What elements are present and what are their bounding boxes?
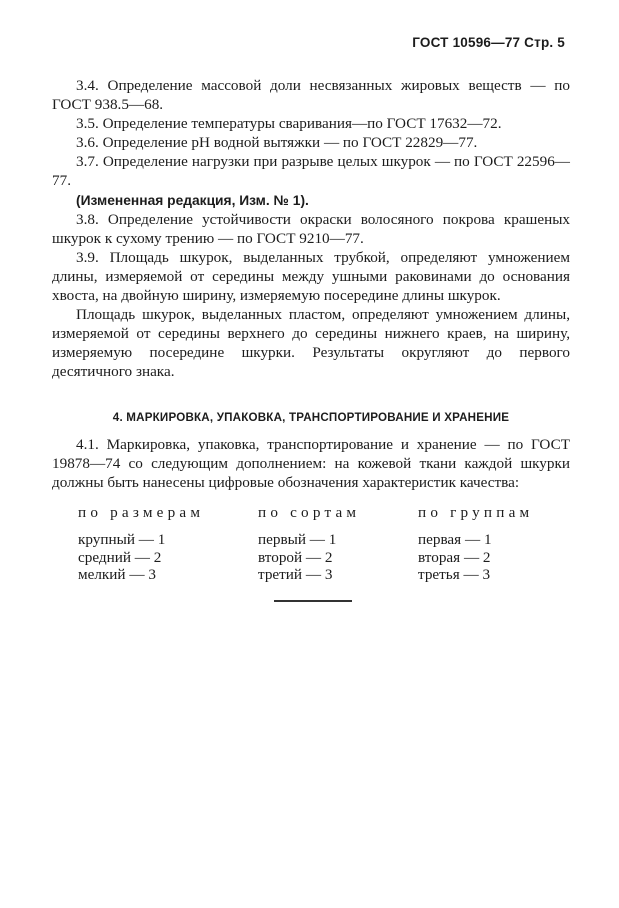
paragraph-4-1: 4.1. Маркировка, упаковка, транспортирование и хранение — по ГОСТ 19878—74 со следующим дополнением: на кожевой ткани каждой шкурки должны быть нанесены цифровые обозначения характеристик качества:: [52, 435, 570, 491]
grades-cell: третья — 3: [418, 566, 491, 584]
grades-header-sort: по сортам: [258, 503, 361, 521]
grades-cell: крупный — 1: [78, 531, 166, 549]
amendment-note: (Измененная редакция, Изм. № 1).: [76, 192, 309, 208]
quality-grades-table: [78, 504, 570, 584]
grades-cell: первая — 1: [418, 531, 492, 549]
paragraph-3-4: 3.4. Определение массовой доли несвязанных жировых веществ — по ГОСТ 938.5—68.: [52, 77, 570, 114]
grades-cell: второй — 2: [258, 548, 333, 566]
paragraph-3-7: 3.7. Определение нагрузки при разрыве целых шкурок — по ГОСТ 22596—77.: [52, 153, 570, 190]
page-header: ГОСТ 10596—77 Стр. 5: [412, 35, 565, 50]
grades-cell: первый — 1: [258, 531, 337, 549]
grades-cell: средний — 2: [78, 548, 162, 566]
paragraph-3-9: 3.9. Площадь шкурок, выделанных трубкой, определяют умножением длины, измеряемой от середины между ушными раковинами до основания хвоста, на двойную ширину, измеряемую посередине длины шкурок.: [52, 248, 570, 305]
document-body: [52, 76, 570, 584]
grades-header-group: по группам: [418, 503, 534, 521]
paragraph-3-5: 3.5. Определение температуры сваривания—по ГОСТ 17632—72.: [76, 115, 502, 133]
grades-cell: третий — 3: [258, 566, 333, 584]
paragraph-3-6: 3.6. Определение рН водной вытяжки — по ГОСТ 22829—77.: [76, 134, 478, 152]
grades-cell: мелкий — 3: [78, 566, 156, 584]
end-divider: [274, 600, 352, 602]
section-4-heading: 4. МАРКИРОВКА, УПАКОВКА, ТРАНСПОРТИРОВАНИЕ И ХРАНЕНИЕ: [112, 410, 510, 424]
paragraph-3-8: 3.8. Определение устойчивости окраски волосяного покрова крашеных шкурок к сухому трению — по ГОСТ 9210—77.: [52, 210, 570, 247]
grades-cell: вторая — 2: [418, 548, 491, 566]
grades-header-size: по размерам: [78, 503, 205, 521]
paragraph-3-9-continued: Площадь шкурок, выделанных пластом, определяют умножением длины, измеряемой от середины верхнего до середины нижнего краев, на ширину, измеряемую посередине шкурки. Результаты округляют до первого десятичного знака.: [52, 306, 570, 381]
